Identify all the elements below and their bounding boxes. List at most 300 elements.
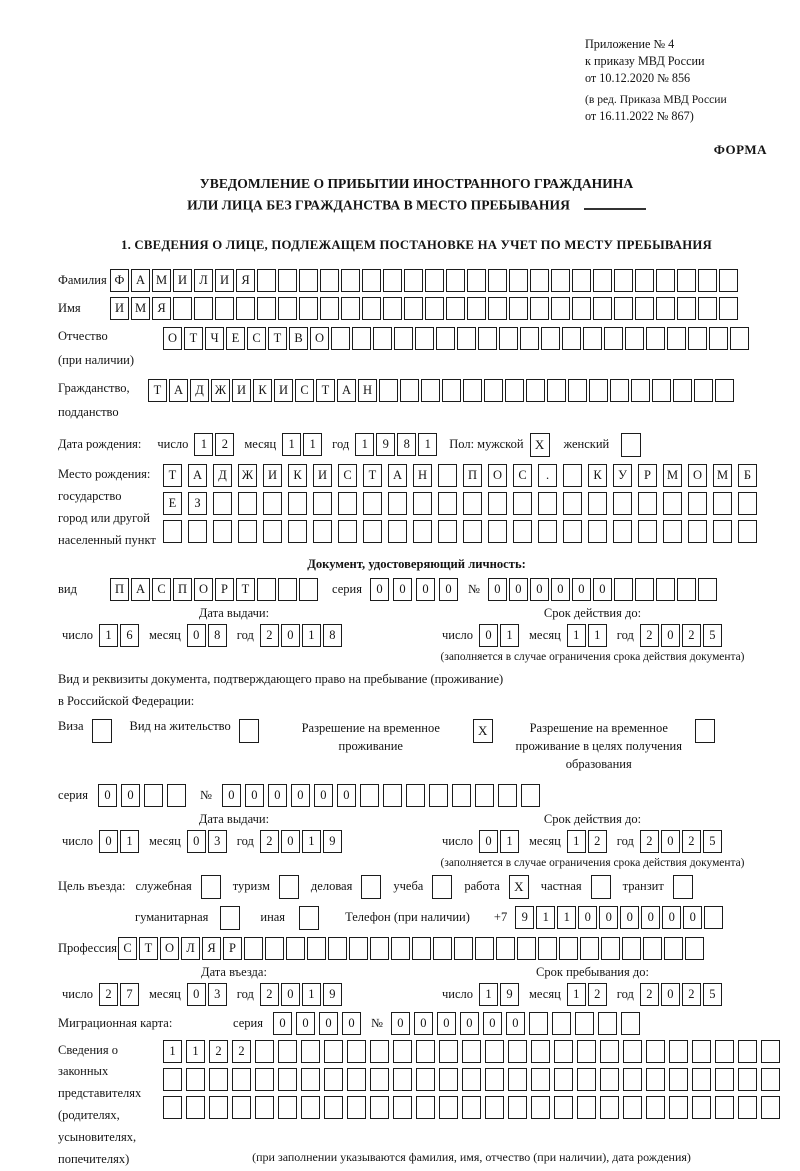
char-box[interactable] xyxy=(656,578,675,601)
char-box[interactable] xyxy=(509,297,528,320)
char-box[interactable] xyxy=(635,269,654,292)
char-box[interactable]: Р xyxy=(215,578,234,601)
char-box[interactable] xyxy=(677,297,696,320)
char-box[interactable]: П xyxy=(173,578,192,601)
char-box[interactable]: 8 xyxy=(323,624,342,647)
char-box[interactable] xyxy=(421,379,440,402)
char-box[interactable] xyxy=(288,492,307,515)
char-box[interactable]: 5 xyxy=(703,830,722,853)
char-box[interactable]: Н xyxy=(413,464,432,487)
char-box[interactable] xyxy=(614,578,633,601)
char-box[interactable]: К xyxy=(253,379,272,402)
char-box[interactable] xyxy=(324,1068,343,1091)
char-box[interactable] xyxy=(163,1068,182,1091)
purpose-option-checkbox[interactable] xyxy=(591,875,611,899)
char-box[interactable]: 2 xyxy=(682,983,701,1006)
char-box[interactable]: 5 xyxy=(703,624,722,647)
char-box[interactable] xyxy=(144,784,163,807)
char-box[interactable]: С xyxy=(513,464,532,487)
char-box[interactable]: 0 xyxy=(281,983,300,1006)
char-box[interactable] xyxy=(213,520,232,543)
char-box[interactable] xyxy=(600,1096,619,1119)
char-box[interactable]: 0 xyxy=(98,784,117,807)
char-box[interactable] xyxy=(429,784,448,807)
char-box[interactable]: П xyxy=(110,578,129,601)
char-box[interactable]: 0 xyxy=(319,1012,338,1035)
char-box[interactable]: 0 xyxy=(370,578,389,601)
char-box[interactable] xyxy=(719,269,738,292)
char-box[interactable] xyxy=(738,1096,757,1119)
char-box[interactable]: . xyxy=(538,464,557,487)
char-box[interactable]: 1 xyxy=(567,983,586,1006)
char-box[interactable] xyxy=(692,1040,711,1063)
char-box[interactable] xyxy=(255,1068,274,1091)
char-box[interactable] xyxy=(352,327,371,350)
char-box[interactable] xyxy=(338,520,357,543)
char-box[interactable]: 2 xyxy=(640,830,659,853)
char-box[interactable]: 2 xyxy=(588,983,607,1006)
char-box[interactable] xyxy=(438,492,457,515)
char-box[interactable] xyxy=(454,937,473,960)
humanitarian-checkbox[interactable] xyxy=(220,906,240,930)
char-box[interactable]: Я xyxy=(202,937,221,960)
char-box[interactable] xyxy=(531,1040,550,1063)
char-box[interactable] xyxy=(669,1040,688,1063)
char-box[interactable]: И xyxy=(232,379,251,402)
char-box[interactable] xyxy=(446,269,465,292)
char-box[interactable]: Д xyxy=(190,379,209,402)
char-box[interactable] xyxy=(715,379,734,402)
char-box[interactable] xyxy=(554,1096,573,1119)
char-box[interactable] xyxy=(478,327,497,350)
char-box[interactable]: Е xyxy=(163,492,182,515)
char-box[interactable] xyxy=(631,379,650,402)
char-box[interactable]: П xyxy=(463,464,482,487)
char-box[interactable] xyxy=(363,492,382,515)
char-box[interactable] xyxy=(209,1096,228,1119)
char-box[interactable] xyxy=(457,327,476,350)
char-box[interactable] xyxy=(663,520,682,543)
char-box[interactable] xyxy=(467,269,486,292)
char-box[interactable]: С xyxy=(338,464,357,487)
char-box[interactable] xyxy=(299,297,318,320)
char-box[interactable] xyxy=(370,1068,389,1091)
char-box[interactable]: Л xyxy=(194,269,213,292)
char-box[interactable]: 1 xyxy=(557,906,576,929)
char-box[interactable]: 0 xyxy=(414,1012,433,1035)
char-box[interactable] xyxy=(635,578,654,601)
char-box[interactable] xyxy=(698,269,717,292)
char-box[interactable] xyxy=(232,1068,251,1091)
char-box[interactable] xyxy=(531,1068,550,1091)
char-box[interactable] xyxy=(347,1040,366,1063)
visa-checkbox[interactable] xyxy=(92,719,112,743)
char-box[interactable] xyxy=(623,1096,642,1119)
char-box[interactable]: Т xyxy=(163,464,182,487)
char-box[interactable] xyxy=(463,379,482,402)
char-box[interactable] xyxy=(232,1096,251,1119)
purpose-option-checkbox[interactable] xyxy=(673,875,693,899)
char-box[interactable]: 0 xyxy=(479,624,498,647)
char-box[interactable] xyxy=(677,578,696,601)
char-box[interactable] xyxy=(475,784,494,807)
char-box[interactable] xyxy=(613,520,632,543)
char-box[interactable]: 1 xyxy=(163,1040,182,1063)
char-box[interactable] xyxy=(563,520,582,543)
char-box[interactable]: А xyxy=(169,379,188,402)
char-box[interactable] xyxy=(307,937,326,960)
char-box[interactable] xyxy=(600,1068,619,1091)
char-box[interactable]: 1 xyxy=(500,624,519,647)
char-box[interactable] xyxy=(255,1040,274,1063)
char-box[interactable] xyxy=(413,492,432,515)
char-box[interactable] xyxy=(446,297,465,320)
char-box[interactable]: 0 xyxy=(296,1012,315,1035)
char-box[interactable] xyxy=(715,1096,734,1119)
char-box[interactable]: Я xyxy=(236,269,255,292)
char-box[interactable]: 0 xyxy=(187,983,206,1006)
char-box[interactable]: Ф xyxy=(110,269,129,292)
char-box[interactable]: И xyxy=(173,269,192,292)
char-box[interactable] xyxy=(761,1068,780,1091)
char-box[interactable]: С xyxy=(152,578,171,601)
char-box[interactable] xyxy=(213,492,232,515)
char-box[interactable] xyxy=(577,1096,596,1119)
char-box[interactable]: В xyxy=(289,327,308,350)
char-box[interactable] xyxy=(663,492,682,515)
char-box[interactable] xyxy=(278,269,297,292)
char-box[interactable] xyxy=(688,492,707,515)
char-box[interactable]: У xyxy=(613,464,632,487)
char-box[interactable]: О xyxy=(688,464,707,487)
char-box[interactable] xyxy=(436,327,455,350)
char-box[interactable] xyxy=(438,520,457,543)
char-box[interactable] xyxy=(526,379,545,402)
char-box[interactable]: С xyxy=(247,327,266,350)
char-box[interactable] xyxy=(505,379,524,402)
char-box[interactable] xyxy=(563,464,582,487)
char-box[interactable] xyxy=(508,1068,527,1091)
char-box[interactable] xyxy=(286,937,305,960)
char-box[interactable] xyxy=(698,578,717,601)
char-box[interactable] xyxy=(551,269,570,292)
char-box[interactable] xyxy=(278,1068,297,1091)
char-box[interactable]: 2 xyxy=(588,830,607,853)
char-box[interactable]: 0 xyxy=(620,906,639,929)
char-box[interactable] xyxy=(328,937,347,960)
char-box[interactable] xyxy=(613,492,632,515)
char-box[interactable] xyxy=(559,937,578,960)
char-box[interactable] xyxy=(238,520,257,543)
char-box[interactable]: 3 xyxy=(208,830,227,853)
char-box[interactable]: 0 xyxy=(460,1012,479,1035)
char-box[interactable] xyxy=(320,297,339,320)
char-box[interactable]: 2 xyxy=(99,983,118,1006)
char-box[interactable] xyxy=(488,297,507,320)
char-box[interactable] xyxy=(508,1040,527,1063)
char-box[interactable]: И xyxy=(110,297,129,320)
char-box[interactable] xyxy=(373,327,392,350)
char-box[interactable]: Р xyxy=(223,937,242,960)
char-box[interactable]: 1 xyxy=(567,624,586,647)
char-box[interactable]: А xyxy=(188,464,207,487)
char-box[interactable] xyxy=(485,1096,504,1119)
char-box[interactable]: 2 xyxy=(260,624,279,647)
char-box[interactable] xyxy=(238,492,257,515)
char-box[interactable] xyxy=(572,269,591,292)
char-box[interactable] xyxy=(362,297,381,320)
char-box[interactable]: М xyxy=(663,464,682,487)
char-box[interactable]: Р xyxy=(638,464,657,487)
char-box[interactable] xyxy=(656,297,675,320)
char-box[interactable]: 0 xyxy=(506,1012,525,1035)
char-box[interactable]: Т xyxy=(316,379,335,402)
char-box[interactable] xyxy=(186,1068,205,1091)
char-box[interactable] xyxy=(263,520,282,543)
char-box[interactable] xyxy=(278,297,297,320)
char-box[interactable] xyxy=(761,1040,780,1063)
char-box[interactable] xyxy=(463,492,482,515)
char-box[interactable] xyxy=(521,784,540,807)
char-box[interactable]: 7 xyxy=(120,983,139,1006)
char-box[interactable] xyxy=(347,1096,366,1119)
char-box[interactable] xyxy=(265,937,284,960)
char-box[interactable] xyxy=(257,297,276,320)
char-box[interactable] xyxy=(349,937,368,960)
char-box[interactable] xyxy=(583,327,602,350)
char-box[interactable] xyxy=(688,327,707,350)
char-box[interactable] xyxy=(656,269,675,292)
char-box[interactable]: 1 xyxy=(186,1040,205,1063)
char-box[interactable]: 1 xyxy=(120,830,139,853)
char-box[interactable] xyxy=(646,1096,665,1119)
char-box[interactable]: 2 xyxy=(682,830,701,853)
char-box[interactable] xyxy=(313,520,332,543)
char-box[interactable]: Т xyxy=(139,937,158,960)
char-box[interactable]: 0 xyxy=(661,624,680,647)
char-box[interactable] xyxy=(730,327,749,350)
char-box[interactable]: 9 xyxy=(515,906,534,929)
char-box[interactable] xyxy=(301,1068,320,1091)
char-box[interactable] xyxy=(255,1096,274,1119)
char-box[interactable]: 0 xyxy=(437,1012,456,1035)
char-box[interactable]: 9 xyxy=(323,830,342,853)
char-box[interactable] xyxy=(688,520,707,543)
char-box[interactable] xyxy=(163,1096,182,1119)
char-box[interactable] xyxy=(167,784,186,807)
char-box[interactable]: М xyxy=(152,269,171,292)
char-box[interactable] xyxy=(299,578,318,601)
char-box[interactable] xyxy=(404,297,423,320)
char-box[interactable] xyxy=(562,327,581,350)
char-box[interactable]: 2 xyxy=(682,624,701,647)
char-box[interactable] xyxy=(301,1040,320,1063)
char-box[interactable]: 0 xyxy=(342,1012,361,1035)
char-box[interactable] xyxy=(496,937,515,960)
char-box[interactable] xyxy=(425,297,444,320)
char-box[interactable] xyxy=(709,327,728,350)
char-box[interactable] xyxy=(541,327,560,350)
char-box[interactable] xyxy=(685,937,704,960)
char-box[interactable] xyxy=(416,1096,435,1119)
char-box[interactable] xyxy=(530,297,549,320)
char-box[interactable]: 1 xyxy=(303,433,322,456)
char-box[interactable] xyxy=(439,1096,458,1119)
char-box[interactable] xyxy=(288,520,307,543)
char-box[interactable]: Т xyxy=(236,578,255,601)
char-box[interactable] xyxy=(588,520,607,543)
char-box[interactable] xyxy=(646,327,665,350)
char-box[interactable] xyxy=(400,379,419,402)
char-box[interactable] xyxy=(601,937,620,960)
char-box[interactable] xyxy=(388,520,407,543)
char-box[interactable] xyxy=(623,1040,642,1063)
char-box[interactable] xyxy=(713,520,732,543)
char-box[interactable] xyxy=(520,327,539,350)
char-box[interactable] xyxy=(186,1096,205,1119)
char-box[interactable] xyxy=(278,1040,297,1063)
char-box[interactable]: 0 xyxy=(416,578,435,601)
char-box[interactable]: 9 xyxy=(500,983,519,1006)
char-box[interactable] xyxy=(442,379,461,402)
char-box[interactable]: 0 xyxy=(572,578,591,601)
char-box[interactable] xyxy=(530,269,549,292)
char-box[interactable] xyxy=(575,1012,594,1035)
sex-male-checkbox[interactable]: X xyxy=(530,433,550,457)
char-box[interactable] xyxy=(236,297,255,320)
char-box[interactable]: А xyxy=(337,379,356,402)
char-box[interactable] xyxy=(257,578,276,601)
char-box[interactable]: 9 xyxy=(323,983,342,1006)
char-box[interactable] xyxy=(572,297,591,320)
char-box[interactable] xyxy=(513,492,532,515)
char-box[interactable] xyxy=(370,937,389,960)
char-box[interactable] xyxy=(370,1096,389,1119)
char-box[interactable] xyxy=(244,937,263,960)
char-box[interactable]: С xyxy=(118,937,137,960)
char-box[interactable] xyxy=(551,297,570,320)
char-box[interactable] xyxy=(694,379,713,402)
char-box[interactable]: 0 xyxy=(641,906,660,929)
char-box[interactable]: Е xyxy=(226,327,245,350)
char-box[interactable] xyxy=(538,520,557,543)
purpose-option-checkbox[interactable] xyxy=(432,875,452,899)
char-box[interactable] xyxy=(484,379,503,402)
char-box[interactable]: 0 xyxy=(291,784,310,807)
char-box[interactable] xyxy=(621,1012,640,1035)
char-box[interactable] xyxy=(347,1068,366,1091)
char-box[interactable]: 0 xyxy=(187,830,206,853)
char-box[interactable] xyxy=(593,297,612,320)
char-box[interactable]: 0 xyxy=(268,784,287,807)
char-box[interactable]: Т xyxy=(363,464,382,487)
char-box[interactable] xyxy=(463,520,482,543)
char-box[interactable] xyxy=(625,327,644,350)
char-box[interactable] xyxy=(738,1040,757,1063)
char-box[interactable] xyxy=(610,379,629,402)
char-box[interactable]: О xyxy=(488,464,507,487)
char-box[interactable] xyxy=(439,1068,458,1091)
char-box[interactable]: 2 xyxy=(640,983,659,1006)
char-box[interactable] xyxy=(388,492,407,515)
char-box[interactable] xyxy=(379,379,398,402)
char-box[interactable] xyxy=(598,1012,617,1035)
char-box[interactable] xyxy=(738,1068,757,1091)
char-box[interactable] xyxy=(338,492,357,515)
purpose-option-checkbox[interactable] xyxy=(361,875,381,899)
char-box[interactable] xyxy=(589,379,608,402)
char-box[interactable] xyxy=(638,520,657,543)
char-box[interactable]: 9 xyxy=(376,433,395,456)
char-box[interactable] xyxy=(433,937,452,960)
char-box[interactable]: Б xyxy=(738,464,757,487)
char-box[interactable]: И xyxy=(215,269,234,292)
char-box[interactable]: 1 xyxy=(282,433,301,456)
char-box[interactable]: Я xyxy=(152,297,171,320)
char-box[interactable] xyxy=(652,379,671,402)
char-box[interactable] xyxy=(669,1068,688,1091)
char-box[interactable] xyxy=(416,1068,435,1091)
char-box[interactable]: 0 xyxy=(662,906,681,929)
char-box[interactable]: 2 xyxy=(215,433,234,456)
char-box[interactable]: 0 xyxy=(509,578,528,601)
char-box[interactable] xyxy=(394,327,413,350)
char-box[interactable] xyxy=(635,297,654,320)
char-box[interactable]: 0 xyxy=(661,830,680,853)
char-box[interactable]: 0 xyxy=(661,983,680,1006)
temp-residence-edu-checkbox[interactable] xyxy=(695,719,715,743)
char-box[interactable] xyxy=(383,784,402,807)
char-box[interactable]: 3 xyxy=(208,983,227,1006)
char-box[interactable]: А xyxy=(131,269,150,292)
char-box[interactable]: 0 xyxy=(245,784,264,807)
char-box[interactable]: 1 xyxy=(194,433,213,456)
char-box[interactable] xyxy=(563,492,582,515)
char-box[interactable]: А xyxy=(388,464,407,487)
char-box[interactable]: 0 xyxy=(439,578,458,601)
char-box[interactable]: Ж xyxy=(211,379,230,402)
char-box[interactable] xyxy=(215,297,234,320)
char-box[interactable] xyxy=(499,327,518,350)
char-box[interactable]: 0 xyxy=(393,578,412,601)
char-box[interactable] xyxy=(577,1068,596,1091)
char-box[interactable] xyxy=(692,1096,711,1119)
char-box[interactable] xyxy=(646,1068,665,1091)
char-box[interactable] xyxy=(488,520,507,543)
char-box[interactable]: 0 xyxy=(479,830,498,853)
char-box[interactable] xyxy=(600,1040,619,1063)
char-box[interactable]: Л xyxy=(181,937,200,960)
char-box[interactable] xyxy=(498,784,517,807)
char-box[interactable] xyxy=(163,520,182,543)
char-box[interactable] xyxy=(173,297,192,320)
char-box[interactable] xyxy=(509,269,528,292)
char-box[interactable] xyxy=(209,1068,228,1091)
residence-permit-checkbox[interactable] xyxy=(239,719,259,743)
char-box[interactable] xyxy=(568,379,587,402)
char-box[interactable] xyxy=(393,1040,412,1063)
char-box[interactable] xyxy=(467,297,486,320)
char-box[interactable] xyxy=(531,1096,550,1119)
char-box[interactable] xyxy=(715,1068,734,1091)
char-box[interactable]: 0 xyxy=(551,578,570,601)
char-box[interactable]: 0 xyxy=(222,784,241,807)
char-box[interactable] xyxy=(664,937,683,960)
char-box[interactable]: С xyxy=(295,379,314,402)
char-box[interactable]: 0 xyxy=(314,784,333,807)
char-box[interactable] xyxy=(761,1096,780,1119)
char-box[interactable] xyxy=(488,492,507,515)
